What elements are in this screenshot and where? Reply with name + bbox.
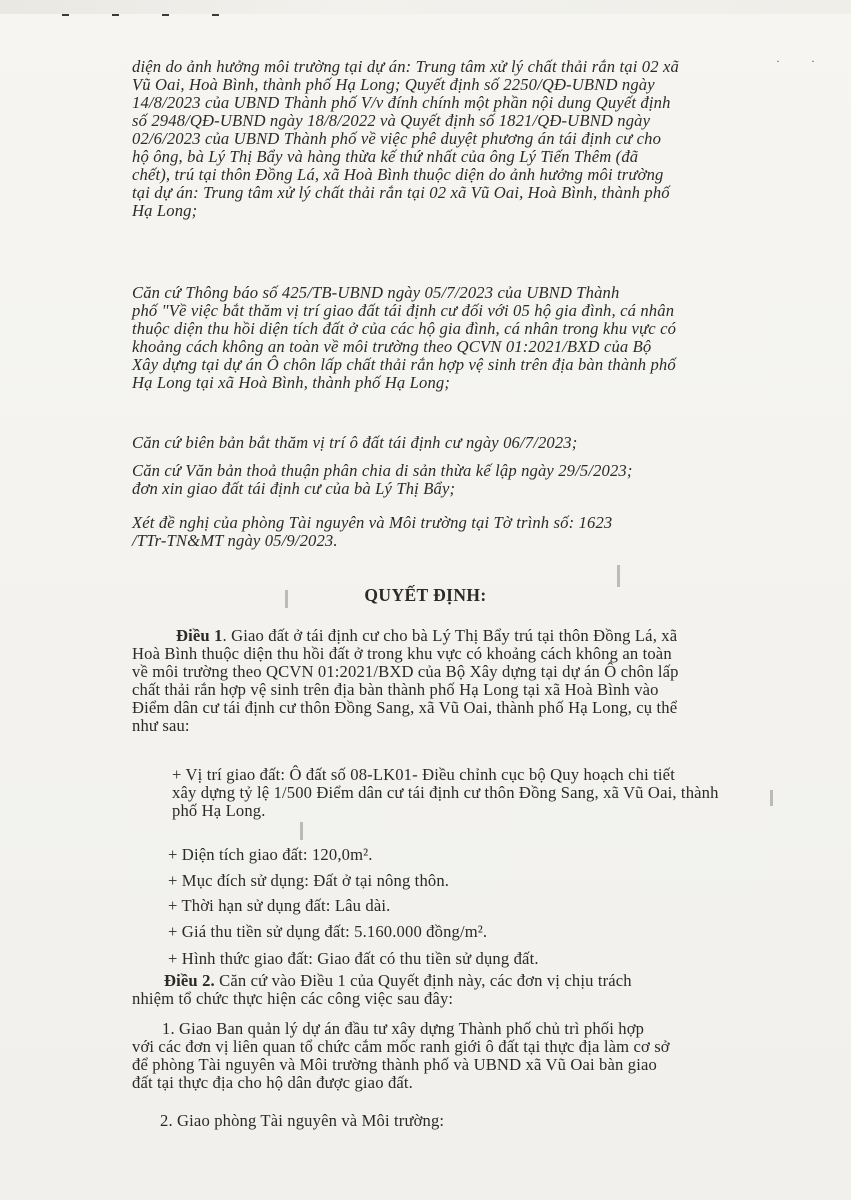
recitals-block bbox=[132, 284, 792, 392]
article-1-text: . Giao đất ở tái định cư cho bà Lý Thị Bẩy trú tại thôn Đồng Lá, xã Hoà Bình thuộc diện thu hồi đất ở trong khu vực có khoảng cách không an toàn về môi trường theo QCVN 01:2021/BXD của Bộ Xây dựng tại dự án Ô chôn lấp chất thải rắn hợp vệ sinh trên địa bàn thành phố Hạ Long tại xã Hoà Bình vào Điểm dân cư tái định cư thôn Đồng Sang, xã Vũ Oai, thành phố Hạ Long, cụ thể như sau: bbox=[132, 626, 679, 735]
recitals-block bbox=[132, 462, 792, 498]
recitals-block bbox=[132, 434, 792, 452]
article-1-paragraph bbox=[132, 627, 792, 735]
article-2-label: Điều 2. bbox=[164, 971, 215, 990]
article-1-item bbox=[168, 897, 788, 915]
scan-tick bbox=[112, 14, 119, 16]
article-1-item-text: + Diện tích giao đất: 120,0m². bbox=[168, 845, 373, 864]
article-2-paragraph bbox=[132, 972, 792, 1008]
article-2-item-text bbox=[132, 1112, 792, 1130]
article-1-item-text: + Vị trí giao đất: Ô đất số 08-LK01- Điều chỉnh cục bộ Quy hoạch chi tiết xây dựng tỷ lệ 1/500 Điểm dân cư tái định cư thôn Đồng Sang, xã Vũ Oai, thành phố Hạ Long. bbox=[172, 765, 719, 820]
article-1-item bbox=[172, 766, 792, 820]
scan-specks: · · bbox=[776, 54, 829, 68]
article-2-item bbox=[132, 1020, 792, 1092]
article-1-item-text: + Mục đích sử dụng: Đất ở tại nông thôn. bbox=[168, 871, 450, 890]
article-1-item bbox=[168, 923, 788, 941]
article-1-label: Điều 1 bbox=[176, 626, 223, 645]
scan-artifact bbox=[300, 822, 303, 840]
page-top-edge bbox=[0, 0, 851, 14]
article-2-item bbox=[132, 1112, 792, 1130]
article-1-item bbox=[168, 872, 788, 890]
recital-paragraph: Căn cứ biên bản bắt thăm vị trí ô đất tái định cư ngày 06/7/2023; bbox=[132, 433, 578, 452]
article-2-item-text bbox=[132, 1020, 792, 1092]
article-1 bbox=[132, 627, 792, 735]
recital-paragraph: Căn cứ Thông báo số 425/TB-UBND ngày 05/7/2023 của UBND Thành phố "Về việc bắt thăm vị trí giao đất tái định cư đối với 05 hộ gia đình, cá nhân thuộc diện thu hồi diện tích đất ở của các hộ gia đình, cá nhân trong khu vực có khoảng cách không an toàn về môi trường theo QCVN 01:2021/BXD của Bộ Xây dựng tại dự án Ô chôn lấp chất thải rắn hợp vệ sinh trên địa bàn thành phố Hạ Long tại xã Hoà Bình, thành phố Hạ Long; bbox=[132, 283, 677, 392]
article-2 bbox=[132, 972, 792, 1008]
article-1-item bbox=[168, 950, 788, 968]
decision-heading: QUYẾT ĐỊNH: bbox=[364, 585, 487, 605]
scan-tick bbox=[162, 14, 169, 16]
article-2-text: Căn cứ vào Điều 1 của Quyết định này, các đơn vị chịu trách nhiệm tổ chức thực hiện các công việc sau đây: bbox=[132, 971, 632, 1008]
article-2-item-1: 1. Giao Ban quản lý dự án đầu tư xây dựng Thành phố chủ trì phối hợp với các đơn vị liên quan tổ chức cắm mốc ranh giới ô đất tại thực địa làm cơ sở để phòng Tài nguyên và Môi trường thành phố và UBND xã Vũ Oai bàn giao đất tại thực địa cho hộ dân được giao đất. bbox=[132, 1019, 670, 1092]
article-2-item-2: 2. Giao phòng Tài nguyên và Môi trường: bbox=[160, 1111, 445, 1130]
article-1-item-text: + Thời hạn sử dụng đất: Lâu dài. bbox=[168, 896, 391, 915]
recital-paragraph: diện do ảnh hưởng môi trường tại dự án: Trung tâm xử lý chất thải rắn tại 02 xã Vũ Oai, Hoà Bình, thành phố Hạ Long; Quyết định số 2250/QĐ-UBND ngày 14/8/2023 của UBND Thành phố V/v đính chính một phần nội dung Quyết định số 2948/QĐ-UBND ngày 18/8/2022 và Quyết định số 1821/QĐ-UBND ngày 02/6/2023 của UBND Thành phố về việc phê duyệt phương án tái định cư cho hộ ông, bà Lý Thị Bẩy và hàng thừa kế thứ nhất của ông Lý Tiến Thêm (đã chết), trú tại thôn Đồng Lá, xã Hoà Bình thuộc diện do ảnh hưởng môi trường tại dự án: Trung tâm xử lý chất thải rắn tại 02 xã Vũ Oai, Hoà Bình, thành phố Hạ Long; bbox=[132, 57, 679, 220]
scan-artifact bbox=[617, 565, 620, 587]
recital-paragraph: Xét đề nghị của phòng Tài nguyên và Môi trường tại Tờ trình số: 1623 /TTr-TN&MT ngày 05/9/2023. bbox=[132, 513, 613, 550]
scan-tick bbox=[62, 14, 69, 16]
article-1-item-text: + Giá thu tiền sử dụng đất: 5.160.000 đồng/m². bbox=[168, 922, 488, 941]
recitals-block bbox=[132, 514, 792, 550]
article-1-item bbox=[168, 846, 788, 864]
scan-tick bbox=[212, 14, 219, 16]
recitals-block bbox=[132, 58, 792, 220]
recital-paragraph: Căn cứ Văn bản thoả thuận phân chia di sản thừa kế lập ngày 29/5/2023; đơn xin giao đất tái định cư của bà Lý Thị Bẩy; bbox=[132, 461, 633, 498]
article-1-item-text: + Hình thức giao đất: Giao đất có thu tiền sử dụng đất. bbox=[168, 949, 539, 968]
